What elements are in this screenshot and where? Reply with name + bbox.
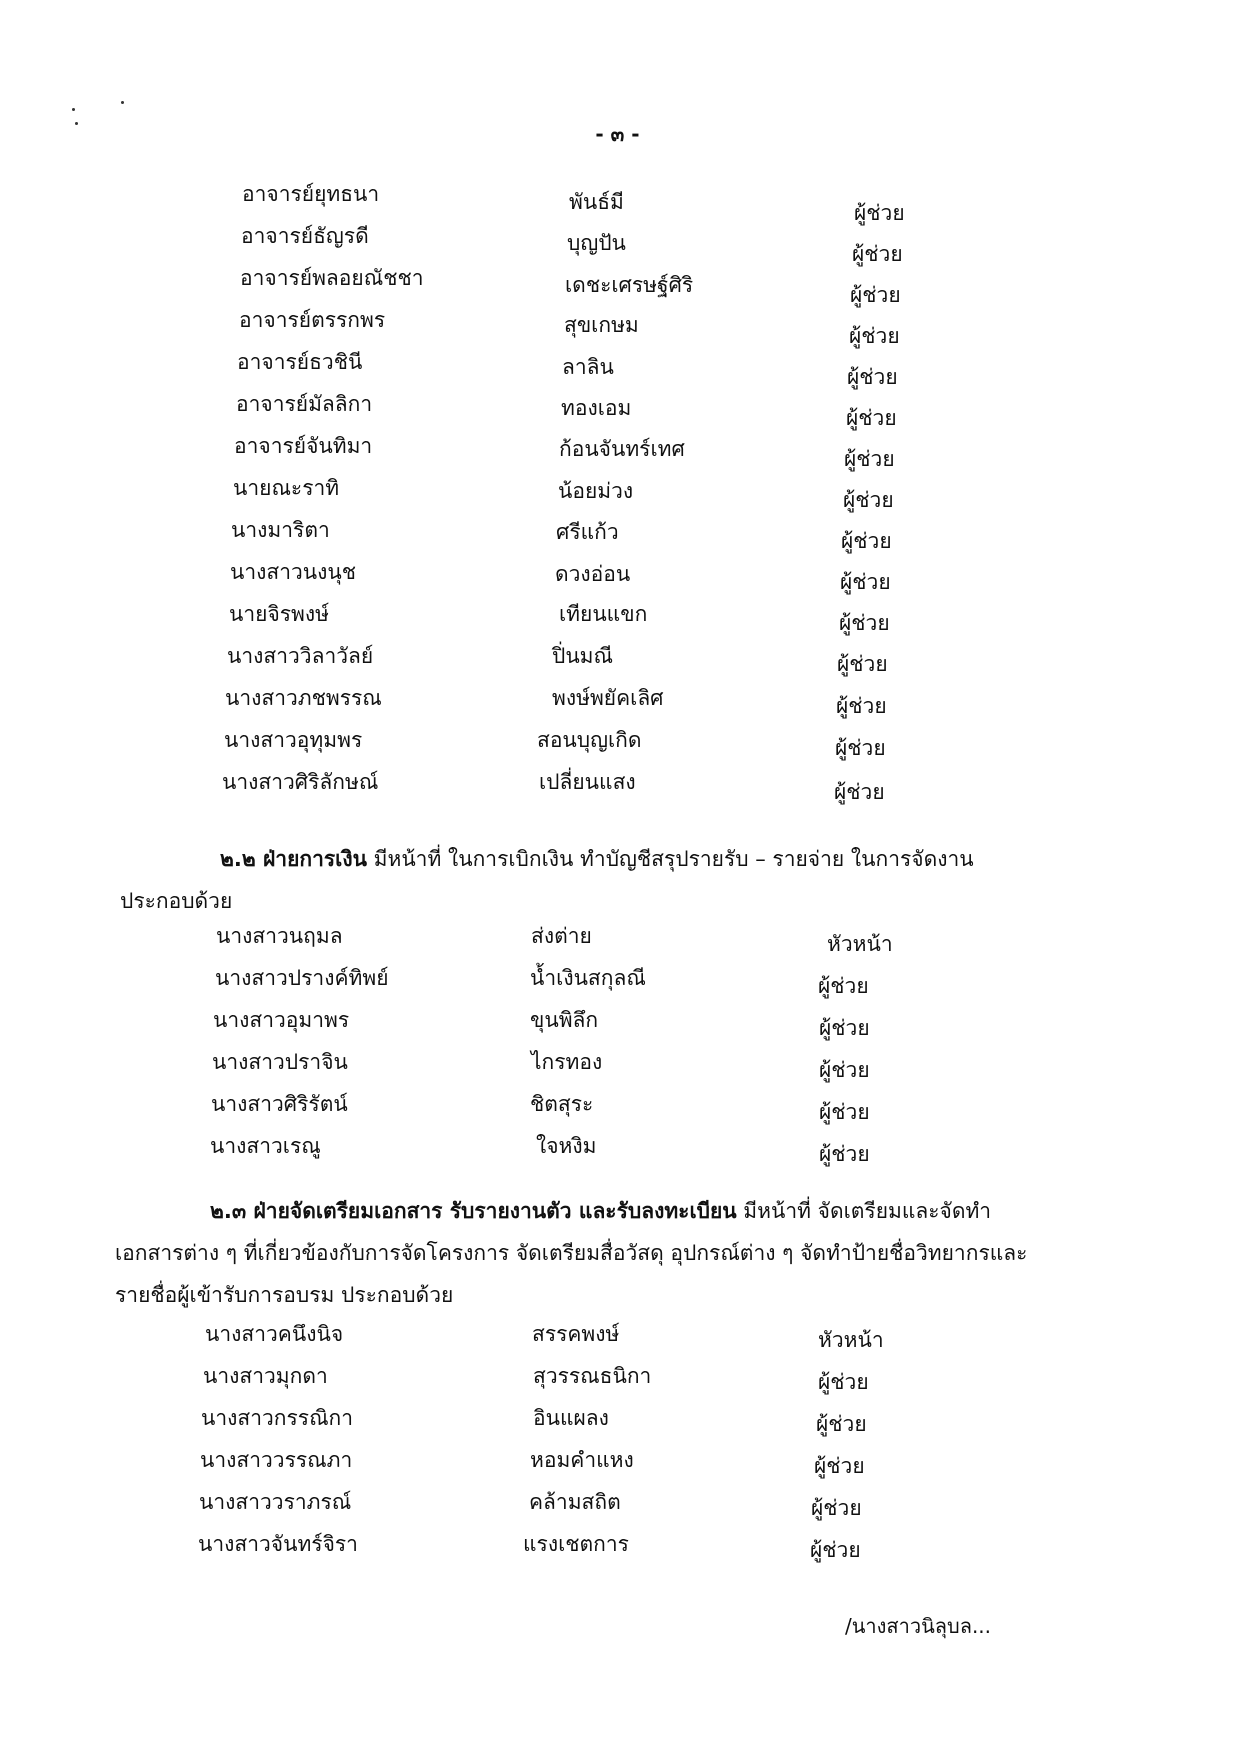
last-name: น้อยม่วง [558, 479, 634, 503]
last-name: สุขเกษม [564, 313, 639, 337]
section-2-2-paragraph [120, 838, 1120, 922]
section-2-2-text-line2: ประกอบด้วย [120, 889, 233, 913]
role: ผู้ช่วย [837, 652, 888, 676]
last-name: พงษ์พยัคเลิศ [552, 686, 664, 710]
first-name: นางสาวนฤมล [216, 924, 343, 948]
role: ผู้ช่วย [835, 736, 886, 760]
last-name: ศรีแก้ว [556, 520, 619, 544]
role: ผู้ช่วย [840, 570, 891, 594]
section-2-3-label: ๒.๓ ฝ่ายจัดเตรียมเอกสาร รับรายงานตัว และรับลงทะเบียน [210, 1199, 737, 1223]
role: ผู้ช่วย [843, 488, 894, 512]
first-name: อาจารย์ตรรกพร [239, 308, 386, 332]
section-2-2-text-line1: มีหน้าที่ ในการเบิกเงิน ทำบัญชีสรุปรายรับ – รายจ่าย ในการจัดงาน [366, 847, 974, 871]
first-name: นางสาวมุกดา [203, 1364, 328, 1388]
first-name: นางสาวจันทร์จิรา [198, 1532, 358, 1556]
last-name: เดชะเศรษฐ์ศิริ [565, 273, 694, 297]
last-name: เทียนแขก [559, 602, 648, 626]
first-name: นายณะราทิ [233, 476, 340, 500]
role: ผู้ช่วย [819, 1058, 870, 1082]
role: ผู้ช่วย [846, 406, 897, 430]
first-name: นางมาริตา [231, 518, 330, 542]
role: ผู้ช่วย [818, 1370, 869, 1394]
role: ผู้ช่วย [834, 780, 885, 804]
first-name: นางสาวกรรณิกา [201, 1406, 354, 1430]
last-name: สอนบุญเกิด [537, 728, 642, 752]
role: หัวหน้า [827, 932, 893, 956]
role: ผู้ช่วย [814, 1454, 865, 1478]
section-2-3-text-line3: รายชื่อผู้เข้ารับการอบรม ประกอบด้วย [115, 1283, 454, 1307]
section-2-3-text-line1: มีหน้าที่ จัดเตรียมและจัดทำ [736, 1199, 992, 1223]
last-name: ปิ่นมณี [552, 644, 614, 668]
role: ผู้ช่วย [854, 201, 905, 225]
last-name: ใจหงิม [536, 1134, 597, 1158]
first-name: นางสาววรรณภา [200, 1448, 353, 1472]
last-name: หอมคำแหง [530, 1448, 634, 1472]
last-name: ลาลิน [562, 355, 614, 379]
role: ผู้ช่วย [841, 529, 892, 553]
role: ผู้ช่วย [850, 283, 901, 307]
role: ผู้ช่วย [836, 694, 887, 718]
role: ผู้ช่วย [844, 447, 895, 471]
last-name: น้ำเงินสกุลณี [530, 966, 646, 990]
first-name: นางสาวเรณู [210, 1134, 321, 1158]
last-name: ดวงอ่อน [555, 562, 631, 586]
scan-speck [121, 101, 124, 104]
first-name: อาจารย์พลอยณัชชา [240, 266, 424, 290]
last-name: อินแผลง [533, 1406, 609, 1430]
last-name: ทองเอม [561, 396, 632, 420]
page-number: - ๓ - [595, 122, 640, 146]
first-name: นายจิรพงษ์ [229, 602, 329, 626]
role: ผู้ช่วย [819, 1142, 870, 1166]
last-name: ไกรทอง [531, 1050, 603, 1074]
first-name: นางสาวภชพรรณ [225, 686, 382, 710]
last-name: ขุนพิลึก [530, 1008, 599, 1032]
first-name: อาจารย์จันทิมา [234, 434, 373, 458]
role: ผู้ช่วย [839, 611, 890, 635]
first-name: นางสาวนงนุช [230, 560, 357, 584]
last-name: แรงเชตการ [523, 1532, 629, 1556]
last-name: คล้ามสถิต [529, 1490, 621, 1514]
last-name: สุวรรณธนิกา [533, 1364, 652, 1388]
first-name: นางสาวปราจิน [212, 1050, 348, 1074]
last-name: เปลี่ยนแสง [539, 770, 636, 794]
section-2-3-text-line2: เอกสารต่าง ๆ ที่เกี่ยวข้องกับการจัดโครงการ จัดเตรียมสื่อวัสดุ อุปกรณ์ต่าง ๆ จัดทำป้ายชื่อวิทยากรและ [115, 1241, 1028, 1265]
role: ผู้ช่วย [852, 242, 903, 266]
section-2-3-paragraph [115, 1190, 1135, 1316]
first-name: นางสาวอุทุมพร [224, 728, 363, 752]
first-name: อาจารย์มัลลิกา [236, 392, 373, 416]
role: ผู้ช่วย [819, 1016, 870, 1040]
first-name: นางสาววิลาวัลย์ [227, 644, 374, 668]
role: ผู้ช่วย [847, 365, 898, 389]
last-name: ก้อนจันทร์เทศ [559, 437, 685, 461]
first-name: นางสาวศิริรัตน์ [211, 1092, 348, 1116]
scan-speck [72, 108, 75, 111]
first-name: อาจารย์ยุทธนา [242, 182, 380, 206]
role: ผู้ช่วย [818, 974, 869, 998]
first-name: นางสาวปรางค์ทิพย์ [215, 966, 389, 990]
last-name: ส่งต่าย [531, 924, 592, 948]
section-2-2-label: ๒.๒ ฝ่ายการเงิน [220, 847, 367, 871]
role: หัวหน้า [818, 1328, 884, 1352]
last-name: สรรคพงษ์ [532, 1322, 620, 1346]
first-name: นางสาววราภรณ์ [199, 1490, 352, 1514]
last-name: พันธ์มี [569, 190, 624, 214]
role: ผู้ช่วย [810, 1538, 861, 1562]
first-name: นางสาวคนึงนิจ [205, 1322, 344, 1346]
first-name: อาจารย์ธวชินี [237, 350, 363, 374]
role: ผู้ช่วย [819, 1100, 870, 1124]
continuation-note: /นางสาวนิลุบล... [845, 1614, 992, 1638]
last-name: บุญปัน [567, 231, 626, 255]
last-name: ชิตสุระ [530, 1092, 594, 1116]
first-name: นางสาวอุมาพร [213, 1008, 350, 1032]
role: ผู้ช่วย [816, 1412, 867, 1436]
first-name: อาจารย์ธัญรดี [241, 224, 369, 248]
role: ผู้ช่วย [811, 1496, 862, 1520]
first-name: นางสาวศิริลักษณ์ [222, 770, 379, 794]
role: ผู้ช่วย [849, 324, 900, 348]
